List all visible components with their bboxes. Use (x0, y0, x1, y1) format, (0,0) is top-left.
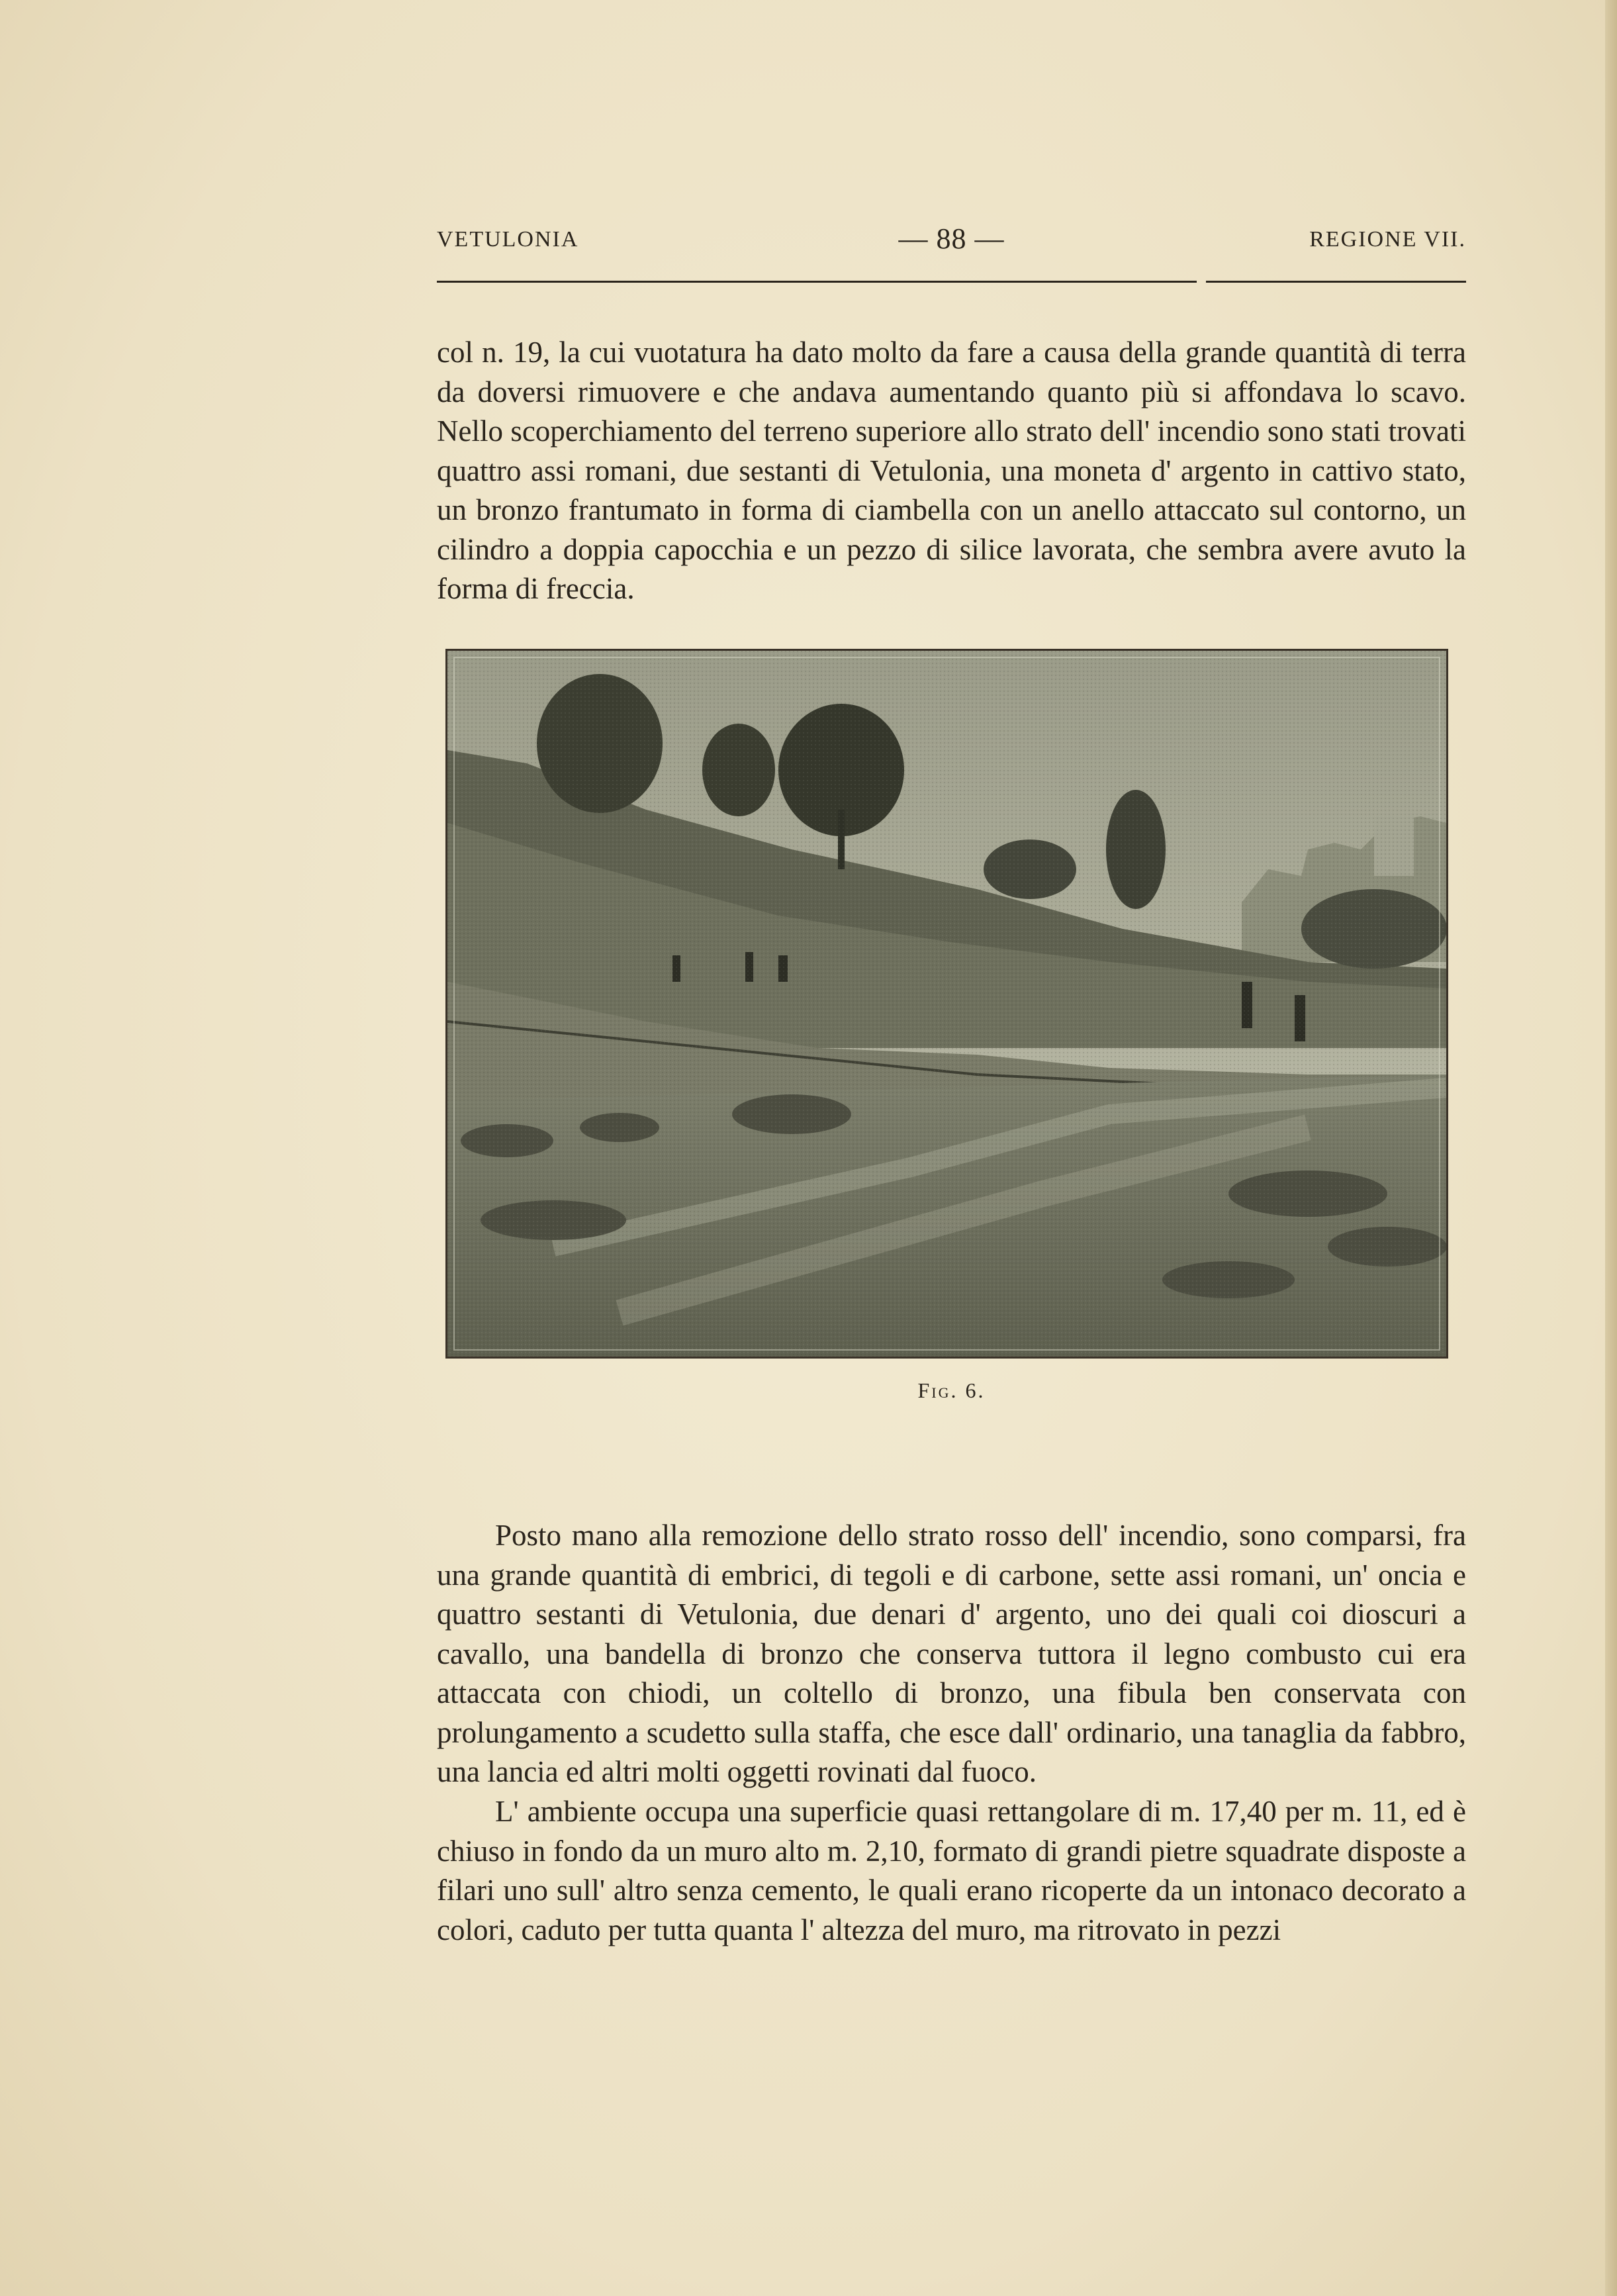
page-edge (1605, 0, 1617, 2296)
header-rule-right (1206, 281, 1466, 283)
page-number: — 88 — (898, 222, 1005, 255)
header-rule-left (437, 281, 1197, 283)
running-head (437, 222, 1466, 262)
paragraph-3: L' ambiente occupa una superficie quasi rettangolare di m. 17,40 per m. 11, ed è chiuso in fondo da un muro alto m. 2,10, formato di grandi pietre squadrate disposte a filari uno sull' altro senza cemento, le quali erano ricoperte da un intonaco decorato a colori, caduto per tutta quanta l' altezza del muro, ma ritrovato in pezzi (437, 1795, 1466, 1946)
running-head-right: REGIONE VII. (1309, 227, 1466, 252)
excavation-photograph (445, 649, 1448, 1359)
running-head-left: VETULONIA (437, 227, 579, 252)
paragraph-2: Posto mano alla remozione dello strato rosso dell' incendio, sono comparsi, fra una grande quantità di embrici, di tegoli e di carbone, sette assi romani, un' oncia e quattro sestanti di Vetulonia, due denari d' argento, uno dei quali coi dioscuri a cavallo, una bandella di bronzo che conserva tuttora il legno combusto cui era attaccata con chiodi, un coltello di bronzo, una fibula ben conservata con prolungamento a scudetto sulla staffa, che esce dall' ordinario, una tanaglia da fabbro, una lancia ed altri molti oggetti rovinati dal fuoco. (437, 1519, 1466, 1788)
photograph-illustration (447, 651, 1446, 1357)
figure-caption: Fig. 6. (917, 1378, 986, 1402)
paragraph-1: col n. 19, la cui vuotatura ha dato molto da fare a causa della grande quantità di terra da doversi rimuovere e che andava aumentando quanto più si affondava lo scavo. Nello scoperchiamento del terreno superiore allo strato dell' incendio sono stati trovati quattro assi romani, due sestanti di Vetulonia, una moneta d' argento in cattivo stato, un bronzo frantumato in forma di ciambella con un anello attaccato sul contorno, un cilindro a doppia capocchia e un pezzo di silice lavorata, che sembra avere avuto la forma di freccia. (437, 336, 1466, 605)
